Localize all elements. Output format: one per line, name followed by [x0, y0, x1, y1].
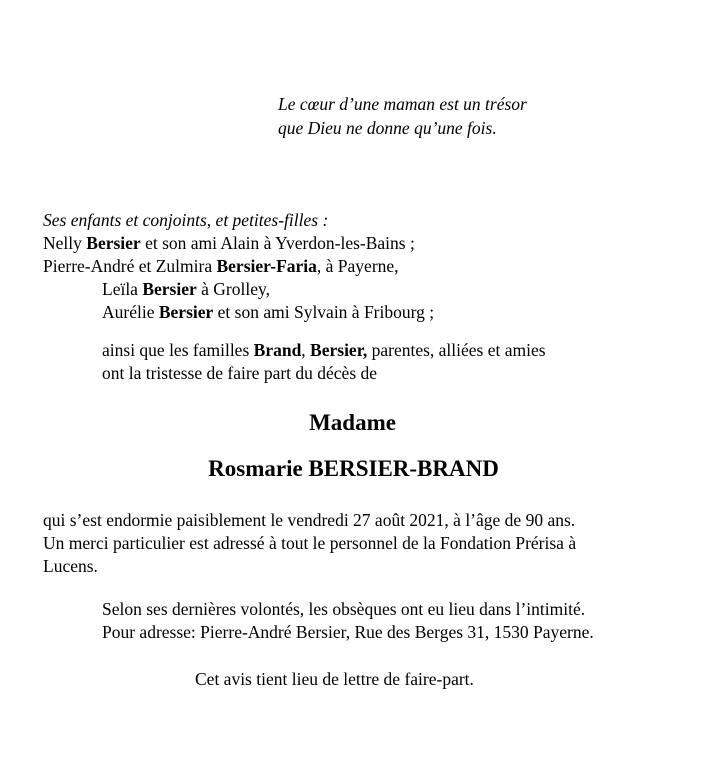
family-member — [43, 255, 399, 277]
family-member — [102, 278, 270, 300]
family-intro: Ses enfants et conjoints, et petites-filles : — [43, 210, 329, 230]
family-member — [43, 232, 415, 254]
funeral-note: Selon ses dernières volontés, les obsèques ont eu lieu dans l’intimité. — [102, 599, 586, 619]
family-member-text: , à Payerne, — [316, 256, 399, 276]
contact-address: Pour adresse: Pierre-André Bersier, Rue des Berges 31, 1530 Payerne. — [102, 622, 594, 642]
body-line-3: Lucens. — [43, 556, 98, 576]
families-line — [102, 339, 546, 361]
announcement-line: ont la tristesse de faire part du décès de — [102, 363, 378, 383]
deceased-honorific: Madame — [309, 410, 396, 435]
families-text: parentes, alliées et amies — [367, 340, 546, 360]
family-member-surname: Bersier-Faria — [216, 256, 317, 276]
families-text: ainsi que les familles — [102, 340, 254, 360]
family-name-bersier: Bersier, — [310, 340, 368, 360]
family-member-surname: Bersier — [158, 302, 214, 322]
family-member — [102, 301, 434, 323]
body-line-2: Un merci particulier est adressé à tout le personnel de la Fondation Prérisa à — [43, 533, 577, 553]
family-member-text: Nelly — [43, 233, 87, 253]
families-separator: , — [301, 340, 311, 360]
family-name-brand: Brand — [253, 340, 302, 360]
deceased-name: Rosmarie BERSIER-BRAND — [208, 456, 499, 481]
epigraph-line-1: Le cœur d’une maman est un trésor — [278, 94, 527, 114]
family-member-text: Leïla — [102, 279, 143, 299]
epigraph-line-2: que Dieu ne donne qu’une fois. — [278, 118, 497, 138]
family-member-text: Aurélie — [102, 302, 159, 322]
family-member-text: et son ami Alain à Yverdon-les-Bains ; — [140, 233, 415, 253]
family-member-surname: Bersier — [142, 279, 197, 299]
family-member-surname: Bersier — [86, 233, 141, 253]
family-member-text: à Grolley, — [196, 279, 270, 299]
closing-note: Cet avis tient lieu de lettre de faire-part. — [195, 669, 474, 689]
family-member-text: Pierre-André et Zulmira — [43, 256, 217, 276]
body-line-1: qui s’est endormie paisiblement le vendredi 27 août 2021, à l’âge de 90 ans. — [43, 510, 576, 530]
family-member-text: et son ami Sylvain à Fribourg ; — [213, 302, 435, 322]
